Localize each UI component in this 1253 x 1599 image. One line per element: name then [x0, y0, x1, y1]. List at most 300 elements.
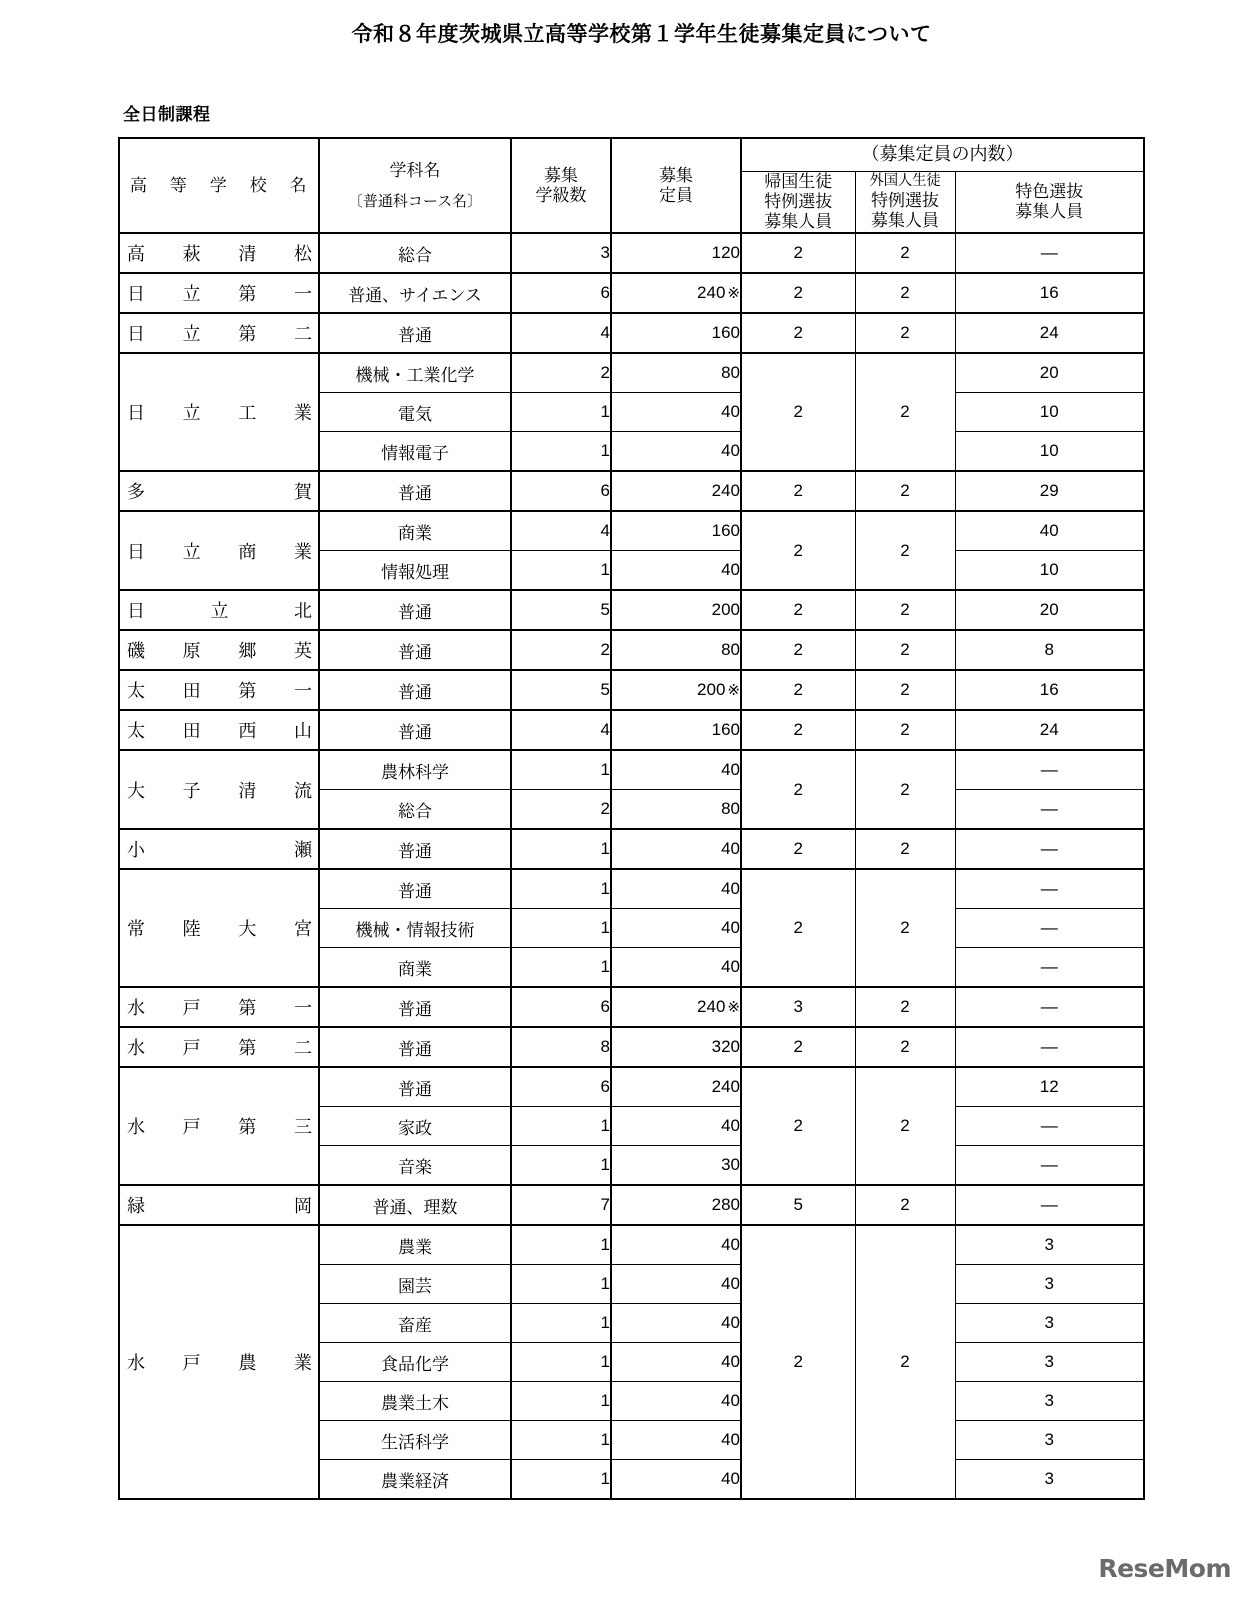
header-returnee-line1: 帰国生徒 — [764, 172, 833, 191]
special-selection-cell: — — [955, 233, 1144, 273]
department-cell: 普通 — [319, 630, 511, 670]
table-row — [119, 630, 1144, 670]
quota-value: 160 — [711, 720, 740, 740]
foreign-quota-cell: 2 — [855, 233, 955, 273]
school-name-char: 第 — [238, 1117, 257, 1138]
school-name-char: 立 — [182, 403, 201, 424]
class-count-cell: 1 — [511, 1304, 611, 1343]
school-name-char: 瀬 — [294, 840, 312, 861]
school-name-cell — [119, 353, 319, 471]
quota-cell — [611, 1343, 741, 1382]
quota-cell — [611, 432, 741, 472]
class-count-cell: 4 — [511, 511, 611, 551]
returnee-quota-cell: 2 — [741, 630, 855, 670]
quota-table — [118, 137, 1145, 1500]
page-title: 令和８年度茨城県立高等学校第１学年生徒募集定員について — [351, 23, 932, 46]
table-row — [119, 313, 1144, 353]
table-row — [119, 233, 1144, 273]
resemom-watermark: ReseMom — [1098, 1554, 1231, 1583]
special-selection-cell: 8 — [955, 630, 1144, 670]
header-school-char: 等 — [169, 175, 189, 195]
quota-value: 40 — [721, 957, 740, 977]
class-count-cell: 2 — [511, 790, 611, 830]
department-cell: 普通 — [319, 829, 511, 869]
school-name-cell — [119, 233, 319, 273]
table-row — [119, 869, 1144, 909]
quota-value: 80 — [721, 363, 740, 383]
quota-cell — [611, 948, 741, 988]
department-cell: 商業 — [319, 948, 511, 988]
school-name-char: 立 — [182, 324, 201, 345]
class-count-cell: 1 — [511, 551, 611, 591]
department-cell: 家政 — [319, 1107, 511, 1146]
section-label: 全日制課程 — [123, 105, 211, 124]
special-selection-cell: 10 — [955, 551, 1144, 591]
department-cell: 電気 — [319, 393, 511, 432]
header-special-line1: 特色選抜 — [1015, 182, 1084, 202]
foreign-quota-cell: 2 — [855, 273, 955, 313]
school-name-char: 岡 — [294, 1196, 312, 1217]
school-name-char: 二 — [293, 324, 312, 345]
class-count-cell: 1 — [511, 909, 611, 948]
class-count-cell: 4 — [511, 710, 611, 750]
school-name-char: 北 — [294, 601, 312, 622]
header-school-char: 高 — [130, 175, 149, 195]
class-count-cell: 6 — [511, 471, 611, 511]
school-name-char: 西 — [238, 721, 257, 742]
school-name-cell — [119, 630, 319, 670]
department-cell: 普通 — [319, 670, 511, 710]
quota-cell — [611, 1460, 741, 1500]
school-name-char: 大 — [238, 919, 257, 940]
school-name-char: 日 — [127, 541, 145, 562]
school-name-char: 宮 — [293, 919, 312, 940]
quota-value: 80 — [721, 640, 740, 660]
department-cell: 音楽 — [319, 1146, 511, 1186]
foreign-quota-cell: 2 — [855, 313, 955, 353]
school-name-char: 清 — [238, 780, 257, 801]
quota-note-mark: ※ — [727, 285, 740, 303]
quota-cell — [611, 1382, 741, 1421]
school-name-char: 原 — [182, 641, 201, 662]
class-count-cell: 4 — [511, 313, 611, 353]
special-selection-cell: 3 — [955, 1421, 1144, 1460]
school-name-char: 田 — [182, 681, 201, 702]
special-selection-cell: 29 — [955, 471, 1144, 511]
class-count-cell: 1 — [511, 1421, 611, 1460]
class-count-cell: 1 — [511, 948, 611, 988]
foreign-quota-cell: 2 — [855, 1225, 955, 1499]
returnee-quota-cell: 2 — [741, 233, 855, 273]
table-body — [119, 233, 1144, 1499]
school-name-cell — [119, 511, 319, 590]
special-selection-cell: — — [955, 869, 1144, 909]
header-school-char: 校 — [249, 175, 269, 195]
quota-cell — [611, 790, 741, 830]
quota-cell — [611, 909, 741, 948]
header-class-count — [511, 138, 611, 233]
special-selection-cell: 10 — [955, 432, 1144, 472]
school-name-cell — [119, 1067, 319, 1185]
department-cell: 農業経済 — [319, 1460, 511, 1500]
department-cell: 総合 — [319, 233, 511, 273]
class-count-cell: 1 — [511, 1343, 611, 1382]
header-returnee-quota — [741, 172, 855, 234]
department-cell: 情報処理 — [319, 551, 511, 591]
school-name-char: 第 — [238, 1038, 257, 1059]
school-name-char: 常 — [127, 919, 145, 940]
quota-cell — [611, 353, 741, 393]
school-name-char: 業 — [293, 403, 312, 424]
foreign-quota-cell: 2 — [855, 471, 955, 511]
returnee-quota-cell: 2 — [741, 1027, 855, 1067]
quota-value: 160 — [711, 521, 740, 541]
header-department-main: 学科名 — [389, 160, 441, 180]
quota-value: 40 — [721, 1352, 740, 1372]
quota-value: 40 — [721, 1274, 740, 1294]
quota-cell — [611, 1067, 741, 1107]
foreign-quota-cell: 2 — [855, 590, 955, 630]
school-name-char: 太 — [127, 721, 145, 742]
returnee-quota-cell: 3 — [741, 987, 855, 1027]
school-name-cell — [119, 1185, 319, 1225]
foreign-quota-cell: 2 — [855, 829, 955, 869]
foreign-quota-cell: 2 — [855, 511, 955, 590]
class-count-cell: 7 — [511, 1185, 611, 1225]
returnee-quota-cell: 2 — [741, 471, 855, 511]
department-cell: 食品化学 — [319, 1343, 511, 1382]
special-selection-cell: — — [955, 1027, 1144, 1067]
class-count-cell: 1 — [511, 1382, 611, 1421]
quota-cell — [611, 1304, 741, 1343]
returnee-quota-cell: 2 — [741, 829, 855, 869]
special-selection-cell: 3 — [955, 1382, 1144, 1421]
header-school-char: 名 — [289, 175, 308, 195]
class-count-cell: 5 — [511, 590, 611, 630]
table-row — [119, 670, 1144, 710]
school-name-char: 磯 — [127, 641, 145, 662]
school-name-char: 第 — [238, 284, 257, 305]
quota-value: 280 — [711, 1195, 740, 1215]
department-cell: 総合 — [319, 790, 511, 830]
special-selection-cell: 40 — [955, 511, 1144, 551]
school-name-char: 水 — [127, 1117, 145, 1138]
header-quota-line2: 定員 — [659, 185, 693, 205]
class-count-cell: 1 — [511, 1146, 611, 1186]
class-count-cell: 2 — [511, 630, 611, 670]
quota-cell — [611, 1225, 741, 1265]
header-foreign-quota — [855, 172, 955, 234]
quota-value: 200 — [697, 680, 726, 700]
returnee-quota-cell: 2 — [741, 590, 855, 630]
school-name-char: 陸 — [182, 919, 201, 940]
school-name-char: 業 — [293, 1353, 312, 1374]
quota-cell — [611, 987, 741, 1027]
school-name-cell — [119, 1027, 319, 1067]
department-cell: 普通、サイエンス — [319, 273, 511, 313]
header-foreign-line1: 外国人生徒 — [869, 173, 941, 190]
foreign-quota-cell: 2 — [855, 869, 955, 987]
foreign-quota-cell: 2 — [855, 630, 955, 670]
quota-cell — [611, 1421, 741, 1460]
quota-value: 40 — [721, 441, 740, 461]
school-name-char: 日 — [127, 284, 145, 305]
school-name-char: 第 — [238, 324, 257, 345]
school-name-char: 英 — [293, 641, 312, 662]
school-name-char: 郷 — [238, 641, 257, 662]
table-row — [119, 829, 1144, 869]
department-cell: 普通 — [319, 313, 511, 353]
school-name-char: 戸 — [182, 1038, 201, 1059]
school-name-cell — [119, 829, 319, 869]
table-row — [119, 590, 1144, 630]
department-cell: 園芸 — [319, 1265, 511, 1304]
table-row — [119, 987, 1144, 1027]
department-cell: 商業 — [319, 511, 511, 551]
quota-cell — [611, 590, 741, 630]
department-cell: 普通 — [319, 987, 511, 1027]
quota-value: 40 — [721, 918, 740, 938]
quota-cell — [611, 1027, 741, 1067]
returnee-quota-cell: 2 — [741, 750, 855, 829]
table-row — [119, 750, 1144, 790]
school-name-char: 太 — [127, 681, 145, 702]
department-cell: 普通 — [319, 710, 511, 750]
special-selection-cell: 3 — [955, 1343, 1144, 1382]
school-name-cell — [119, 313, 319, 353]
class-count-cell: 1 — [511, 1265, 611, 1304]
special-selection-cell: 20 — [955, 590, 1144, 630]
quota-cell — [611, 273, 741, 313]
special-selection-cell: — — [955, 948, 1144, 988]
class-count-cell: 1 — [511, 1460, 611, 1500]
quota-cell — [611, 750, 741, 790]
school-name-char: 清 — [238, 244, 257, 265]
returnee-quota-cell: 2 — [741, 1067, 855, 1185]
special-selection-cell: — — [955, 1146, 1144, 1186]
department-cell: 農業 — [319, 1225, 511, 1265]
special-selection-cell: 12 — [955, 1067, 1144, 1107]
school-name-char: 一 — [293, 998, 312, 1019]
school-name-char: 松 — [293, 244, 312, 265]
returnee-quota-cell: 2 — [741, 313, 855, 353]
quota-value: 40 — [721, 760, 740, 780]
special-selection-cell: — — [955, 750, 1144, 790]
school-name-char: 田 — [182, 721, 201, 742]
school-name-char: 工 — [238, 403, 257, 424]
school-name-char: 農 — [238, 1353, 257, 1374]
school-name-char: 戸 — [182, 1117, 201, 1138]
header-department-sub: 〔普通科コース名〕 — [347, 192, 483, 210]
special-selection-cell: 20 — [955, 353, 1144, 393]
quota-value: 30 — [721, 1155, 740, 1175]
table-row — [119, 511, 1144, 551]
returnee-quota-cell: 2 — [741, 710, 855, 750]
quota-cell — [611, 471, 741, 511]
school-name-char: 高 — [127, 244, 145, 265]
department-cell: 機械・情報技術 — [319, 909, 511, 948]
table-header — [119, 138, 1144, 233]
header-class-count-line1: 募集 — [544, 165, 578, 185]
school-name-char: 一 — [293, 284, 312, 305]
school-name-char: 戸 — [182, 998, 201, 1019]
header-special-line2: 募集人員 — [1015, 202, 1084, 222]
class-count-cell: 1 — [511, 869, 611, 909]
quota-cell — [611, 233, 741, 273]
foreign-quota-cell: 2 — [855, 1185, 955, 1225]
special-selection-cell: 16 — [955, 273, 1144, 313]
school-name-char: 日 — [127, 601, 145, 622]
quota-value: 80 — [721, 799, 740, 819]
special-selection-cell: 3 — [955, 1304, 1144, 1343]
department-cell: 普通 — [319, 471, 511, 511]
header-foreign-line2: 特例選抜 — [871, 190, 939, 210]
returnee-quota-cell: 2 — [741, 511, 855, 590]
school-name-cell — [119, 471, 319, 511]
quota-note-mark: ※ — [727, 682, 740, 700]
quota-value: 240 — [711, 1077, 740, 1097]
class-count-cell: 8 — [511, 1027, 611, 1067]
quota-value: 240 — [697, 997, 726, 1017]
foreign-quota-cell: 2 — [855, 710, 955, 750]
table-row — [119, 1225, 1144, 1265]
returnee-quota-cell: 2 — [741, 353, 855, 471]
special-selection-cell: 10 — [955, 393, 1144, 432]
returnee-quota-cell: 2 — [741, 670, 855, 710]
department-cell: 普通 — [319, 1067, 511, 1107]
returnee-quota-cell: 5 — [741, 1185, 855, 1225]
department-cell: 畜産 — [319, 1304, 511, 1343]
school-name-char: 小 — [127, 840, 145, 861]
school-name-char: 賀 — [294, 482, 312, 503]
class-count-cell: 6 — [511, 987, 611, 1027]
school-name-cell — [119, 670, 319, 710]
foreign-quota-cell: 2 — [855, 987, 955, 1027]
school-name-char: 多 — [127, 482, 145, 503]
special-selection-cell: — — [955, 1107, 1144, 1146]
returnee-quota-cell: 2 — [741, 273, 855, 313]
class-count-cell: 1 — [511, 393, 611, 432]
header-quota — [611, 138, 741, 233]
class-count-cell: 1 — [511, 750, 611, 790]
quota-cell — [611, 710, 741, 750]
quota-value: 120 — [711, 243, 740, 263]
school-name-char: 子 — [182, 780, 201, 801]
quota-cell — [611, 869, 741, 909]
department-cell: 普通 — [319, 869, 511, 909]
quota-value: 40 — [721, 1235, 740, 1255]
foreign-quota-cell: 2 — [855, 670, 955, 710]
school-name-char: 日 — [127, 403, 145, 424]
header-school-char: 学 — [209, 175, 229, 195]
special-selection-cell: 16 — [955, 670, 1144, 710]
school-name-char: 第 — [238, 998, 257, 1019]
school-name-char: 立 — [182, 284, 201, 305]
quota-value: 200 — [711, 600, 740, 620]
department-cell: 機械・工業化学 — [319, 353, 511, 393]
quota-value: 240 — [711, 481, 740, 501]
class-count-cell: 1 — [511, 1225, 611, 1265]
quota-cell — [611, 511, 741, 551]
returnee-quota-cell: 2 — [741, 1225, 855, 1499]
school-name-char: 第 — [238, 681, 257, 702]
class-count-cell: 1 — [511, 1107, 611, 1146]
quota-value: 40 — [721, 839, 740, 859]
special-selection-cell: — — [955, 909, 1144, 948]
department-cell: 普通 — [319, 1027, 511, 1067]
quota-value: 40 — [721, 1391, 740, 1411]
header-school-name — [119, 138, 319, 233]
school-name-char: 一 — [293, 681, 312, 702]
special-selection-cell: 3 — [955, 1265, 1144, 1304]
department-cell: 農林科学 — [319, 750, 511, 790]
table-row — [119, 1067, 1144, 1107]
school-name-cell — [119, 1225, 319, 1499]
returnee-quota-cell: 2 — [741, 869, 855, 987]
quota-note-mark: ※ — [727, 999, 740, 1017]
class-count-cell: 1 — [511, 432, 611, 472]
quota-cell — [611, 1185, 741, 1225]
table-row — [119, 353, 1144, 393]
special-selection-cell: 3 — [955, 1225, 1144, 1265]
quota-value: 320 — [711, 1037, 740, 1057]
table-row — [119, 710, 1144, 750]
special-selection-cell: — — [955, 1185, 1144, 1225]
class-count-cell: 6 — [511, 1067, 611, 1107]
quota-cell — [611, 630, 741, 670]
school-name-char: 業 — [293, 541, 312, 562]
quota-value: 40 — [721, 1469, 740, 1489]
school-name-char: 立 — [182, 541, 201, 562]
special-selection-cell: 24 — [955, 313, 1144, 353]
quota-value: 40 — [721, 1116, 740, 1136]
class-count-cell: 1 — [511, 829, 611, 869]
school-name-char: 山 — [293, 721, 312, 742]
special-selection-cell: — — [955, 829, 1144, 869]
quota-value: 160 — [711, 323, 740, 343]
school-name-cell — [119, 273, 319, 313]
table-row — [119, 273, 1144, 313]
foreign-quota-cell: 2 — [855, 353, 955, 471]
header-class-count-line2: 学級数 — [535, 185, 587, 205]
header-group-breakdown: （募集定員の内数） — [741, 138, 1144, 172]
quota-cell — [611, 313, 741, 353]
foreign-quota-cell: 2 — [855, 1027, 955, 1067]
header-returnee-line3: 募集人員 — [764, 212, 833, 232]
quota-value: 240 — [697, 283, 726, 303]
school-name-char: 水 — [127, 1038, 145, 1059]
school-name-cell — [119, 869, 319, 987]
school-name-char: 商 — [238, 541, 257, 562]
quota-cell — [611, 670, 741, 710]
special-selection-cell: 24 — [955, 710, 1144, 750]
school-name-cell — [119, 987, 319, 1027]
school-name-char: 三 — [293, 1117, 312, 1138]
school-name-char: 水 — [127, 998, 145, 1019]
school-name-char: 二 — [293, 1038, 312, 1059]
school-name-char: 萩 — [182, 244, 201, 265]
class-count-cell: 3 — [511, 233, 611, 273]
quota-value: 40 — [721, 1430, 740, 1450]
quota-cell — [611, 393, 741, 432]
school-name-char: 緑 — [127, 1196, 145, 1217]
department-cell: 普通 — [319, 590, 511, 630]
quota-value: 40 — [721, 879, 740, 899]
class-count-cell: 5 — [511, 670, 611, 710]
school-name-char: 戸 — [182, 1353, 201, 1374]
class-count-cell: 6 — [511, 273, 611, 313]
school-name-char: 立 — [210, 601, 229, 622]
